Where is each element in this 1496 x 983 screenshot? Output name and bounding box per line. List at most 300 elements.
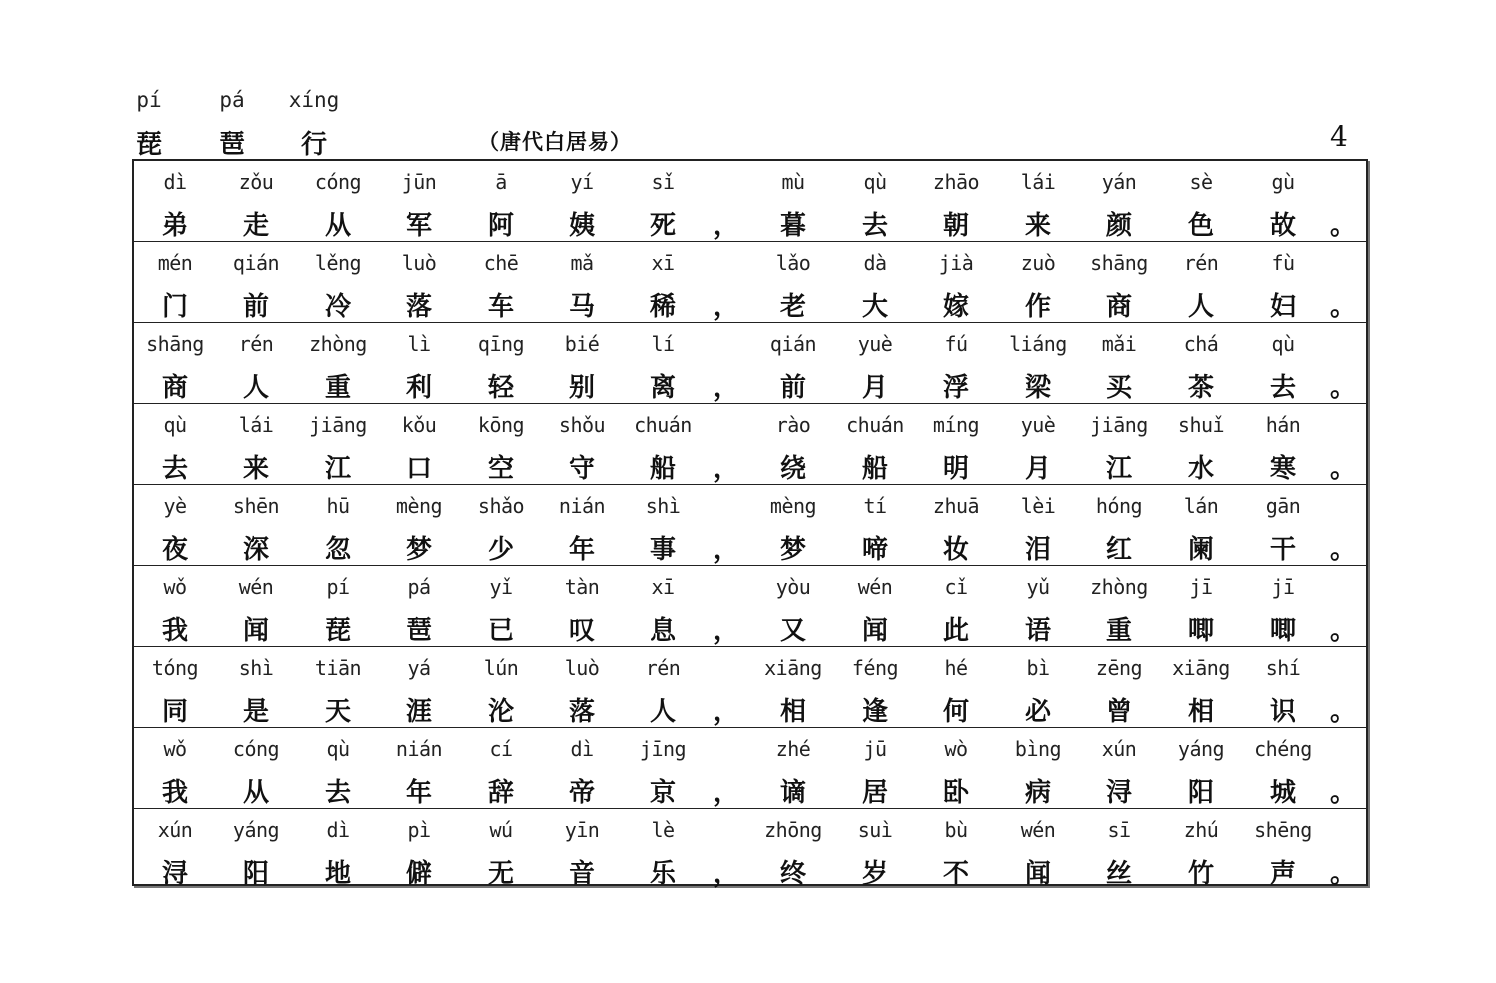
pinyin-text: lěng: [314, 251, 362, 275]
char-cell: [215, 809, 297, 889]
char-cell: [1242, 485, 1324, 565]
char-cell: [622, 242, 704, 322]
pinyin-text: cí: [489, 737, 513, 761]
hanzi-text: 曾: [1105, 697, 1132, 727]
pinyin-text: yǔ: [1026, 575, 1050, 599]
hanzi-text: 又: [779, 616, 806, 646]
char-cell: [541, 647, 623, 727]
pinyin-text: yè: [163, 494, 187, 518]
hanzi-text: 绕: [779, 454, 806, 484]
char-cell: [134, 323, 216, 403]
pinyin-text: shì: [645, 494, 681, 518]
comma-mark: ，: [713, 211, 740, 241]
pinyin-text: fú: [944, 332, 968, 356]
char-cell: [1242, 728, 1324, 808]
char-cell: [622, 647, 704, 727]
hanzi-text: 夜: [161, 535, 188, 565]
pinyin-text: sè: [1189, 170, 1213, 194]
period-mark: 。: [1330, 292, 1357, 322]
char-cell: [541, 485, 623, 565]
char-cell: [1160, 404, 1242, 484]
pinyin-text: qián: [232, 251, 280, 275]
char-cell: [1242, 161, 1324, 241]
char-cell: [915, 485, 997, 565]
pinyin-text: shǎo: [477, 494, 525, 518]
hanzi-text: 相: [1187, 697, 1214, 727]
pinyin-text: kōng: [477, 413, 525, 437]
hanzi-text: 息: [649, 616, 676, 646]
char-cell: [297, 728, 379, 808]
char-cell: [378, 161, 460, 241]
pinyin-text: jiāng: [1090, 413, 1148, 437]
hanzi-text: 姨: [568, 211, 595, 241]
comma-mark: ，: [713, 535, 740, 565]
period-mark: 。: [1330, 859, 1357, 889]
pinyin-text: rào: [775, 413, 811, 437]
hanzi-text: 京: [649, 778, 676, 808]
char-cell: [915, 728, 997, 808]
pinyin-text: shí: [1265, 656, 1301, 680]
hanzi-text: 稀: [649, 292, 676, 322]
hanzi-text: 少: [487, 535, 514, 565]
pinyin-text: tí: [863, 494, 887, 518]
pinyin-text: hán: [1265, 413, 1301, 437]
pinyin-text: qīng: [477, 332, 525, 356]
hanzi-text: 死: [649, 211, 676, 241]
hanzi-text: 浔: [1105, 778, 1132, 808]
char-cell: [622, 809, 704, 889]
hanzi-text: 前: [242, 292, 269, 322]
hanzi-text: 相: [779, 697, 806, 727]
pinyin-text: xī: [651, 251, 675, 275]
hanzi-text: 商: [161, 373, 188, 403]
title-char: 琵: [135, 130, 162, 160]
hanzi-text: 人: [649, 697, 676, 727]
pinyin-text: cóng: [314, 170, 362, 194]
pinyin-text: rén: [645, 656, 681, 680]
char-cell: [541, 728, 623, 808]
char-cell: [460, 647, 542, 727]
hanzi-text: 车: [487, 292, 514, 322]
hanzi-text: 城: [1269, 778, 1296, 808]
period-mark: 。: [1330, 616, 1357, 646]
pinyin-text: bìng: [1014, 737, 1062, 761]
hanzi-text: 已: [487, 616, 514, 646]
pinyin-text: shuǐ: [1177, 413, 1225, 437]
page-number: 4: [1330, 120, 1348, 153]
pinyin-text: zhuā: [932, 494, 980, 518]
period-mark: 。: [1330, 373, 1357, 403]
hanzi-text: 从: [324, 211, 351, 241]
pinyin-text: wén: [238, 575, 274, 599]
pinyin-text: xī: [651, 575, 675, 599]
char-cell: [997, 485, 1079, 565]
pinyin-text: wǒ: [163, 737, 187, 761]
verse-row: [134, 809, 1368, 890]
pinyin-text: mèng: [395, 494, 443, 518]
hanzi-text: 去: [861, 211, 888, 241]
hanzi-text: 阑: [1187, 535, 1214, 565]
char-cell: [1160, 809, 1242, 889]
hanzi-text: 涯: [405, 697, 432, 727]
hanzi-text: 年: [568, 535, 595, 565]
pinyin-text: jià: [938, 251, 974, 275]
pinyin-text: hū: [326, 494, 350, 518]
pinyin-text: dì: [326, 818, 350, 842]
char-cell: [215, 728, 297, 808]
pinyin-text: gān: [1265, 494, 1301, 518]
char-cell: [134, 485, 216, 565]
char-cell: [541, 809, 623, 889]
pinyin-text: mén: [157, 251, 193, 275]
char-cell: [134, 566, 216, 646]
hanzi-text: 同: [161, 697, 188, 727]
char-cell: [297, 809, 379, 889]
pinyin-text: lái: [238, 413, 274, 437]
char-cell: [215, 485, 297, 565]
hanzi-text: 大: [861, 292, 888, 322]
pinyin-text: tóng: [151, 656, 199, 680]
hanzi-text: 阳: [242, 859, 269, 889]
char-cell: [834, 485, 916, 565]
char-cell: [1078, 161, 1160, 241]
pinyin-text: wén: [1020, 818, 1056, 842]
pinyin-text: shēng: [1254, 818, 1312, 842]
char-cell: [378, 404, 460, 484]
hanzi-text: 深: [242, 535, 269, 565]
pinyin-text: yǐ: [489, 575, 513, 599]
hanzi-text: 去: [161, 454, 188, 484]
hanzi-text: 军: [405, 211, 432, 241]
char-cell: [915, 809, 997, 889]
pinyin-text: jūn: [401, 170, 437, 194]
pinyin-text: zēng: [1095, 656, 1143, 680]
pinyin-text: lèi: [1020, 494, 1056, 518]
pinyin-text: jī: [1271, 575, 1295, 599]
char-cell: [1242, 809, 1324, 889]
char-cell: [460, 161, 542, 241]
hanzi-text: 离: [649, 373, 676, 403]
pinyin-text: míng: [932, 413, 980, 437]
pinyin-text: kǒu: [401, 413, 437, 437]
period-mark: 。: [1330, 697, 1357, 727]
hanzi-text: 作: [1024, 292, 1051, 322]
pinyin-text: zhōng: [764, 818, 822, 842]
pinyin-text: yí: [570, 170, 594, 194]
char-cell: [1078, 728, 1160, 808]
hanzi-text: 帝: [568, 778, 595, 808]
hanzi-text: 守: [568, 454, 595, 484]
hanzi-text: 僻: [405, 859, 432, 889]
char-cell: [834, 566, 916, 646]
comma-mark: ，: [713, 697, 740, 727]
char-cell: [297, 404, 379, 484]
pinyin-text: yáng: [1177, 737, 1225, 761]
char-cell: [378, 728, 460, 808]
char-cell: [378, 323, 460, 403]
pinyin-text: lán: [1183, 494, 1219, 518]
pinyin-text: ā: [495, 170, 507, 194]
char-cell: [297, 566, 379, 646]
pinyin-text: jiāng: [309, 413, 367, 437]
hanzi-text: 音: [568, 859, 595, 889]
pinyin-text: qù: [863, 170, 887, 194]
hanzi-text: 船: [861, 454, 888, 484]
pinyin-text: cóng: [232, 737, 280, 761]
char-cell: [378, 809, 460, 889]
pinyin-text: jū: [863, 737, 887, 761]
char-cell: [915, 242, 997, 322]
hanzi-text: 利: [405, 373, 432, 403]
hanzi-text: 梦: [405, 535, 432, 565]
pinyin-text: wén: [857, 575, 893, 599]
char-cell: [997, 647, 1079, 727]
char-cell: [297, 323, 379, 403]
char-cell: [1242, 566, 1324, 646]
char-cell: [541, 242, 623, 322]
verse-row: [134, 485, 1368, 566]
hanzi-text: 重: [324, 373, 351, 403]
pinyin-text: lì: [407, 332, 431, 356]
pinyin-text: shāng: [1090, 251, 1148, 275]
pinyin-text: rén: [238, 332, 274, 356]
pinyin-text: shì: [238, 656, 274, 680]
char-cell: [134, 728, 216, 808]
char-cell: [834, 161, 916, 241]
hanzi-text: 颜: [1105, 211, 1132, 241]
pinyin-text: pí: [326, 575, 350, 599]
char-cell: [834, 323, 916, 403]
hanzi-text: 月: [1024, 454, 1051, 484]
char-cell: [460, 242, 542, 322]
char-cell: [215, 566, 297, 646]
char-cell: [215, 242, 297, 322]
pinyin-text: xiāng: [1172, 656, 1230, 680]
hanzi-text: 妇: [1269, 292, 1296, 322]
char-cell: [1242, 323, 1324, 403]
pinyin-text: tàn: [564, 575, 600, 599]
pinyin-text: suì: [857, 818, 893, 842]
pinyin-text: dì: [570, 737, 594, 761]
hanzi-text: 走: [242, 211, 269, 241]
hanzi-text: 江: [324, 454, 351, 484]
pinyin-text: zhòng: [309, 332, 367, 356]
hanzi-text: 病: [1024, 778, 1051, 808]
period-mark: 。: [1330, 778, 1357, 808]
char-cell: [997, 728, 1079, 808]
pinyin-text: bié: [564, 332, 600, 356]
pinyin-text: dà: [863, 251, 887, 275]
pinyin-text: bù: [944, 818, 968, 842]
hanzi-text: 落: [568, 697, 595, 727]
pinyin-text: tiān: [314, 656, 362, 680]
hanzi-text: 别: [568, 373, 595, 403]
char-cell: [752, 566, 834, 646]
hanzi-text: 弟: [161, 211, 188, 241]
hanzi-text: 唧: [1187, 616, 1214, 646]
char-cell: [997, 404, 1079, 484]
hanzi-text: 逢: [861, 697, 888, 727]
char-cell: [834, 728, 916, 808]
comma-mark: ，: [713, 454, 740, 484]
pinyin-text: sǐ: [651, 170, 675, 194]
hanzi-text: 竹: [1187, 859, 1214, 889]
char-cell: [1242, 242, 1324, 322]
hanzi-text: 岁: [861, 859, 888, 889]
char-cell: [134, 242, 216, 322]
pinyin-text: lún: [483, 656, 519, 680]
char-cell: [997, 242, 1079, 322]
hanzi-text: 年: [405, 778, 432, 808]
pinyin-text: yuè: [857, 332, 893, 356]
char-cell: [134, 161, 216, 241]
hanzi-text: 人: [1187, 292, 1214, 322]
hanzi-text: 沦: [487, 697, 514, 727]
pinyin-text: zhòng: [1090, 575, 1148, 599]
pinyin-text: yáng: [232, 818, 280, 842]
char-cell: [378, 242, 460, 322]
char-cell: [915, 647, 997, 727]
char-cell: [997, 566, 1079, 646]
char-cell: [215, 323, 297, 403]
hanzi-text: 闻: [242, 616, 269, 646]
pinyin-text: pì: [407, 818, 431, 842]
char-cell: [460, 323, 542, 403]
pinyin-text: qù: [163, 413, 187, 437]
verse-row: [134, 728, 1368, 809]
pinyin-text: gù: [1271, 170, 1295, 194]
char-cell: [134, 647, 216, 727]
char-cell: [1078, 323, 1160, 403]
char-cell: [752, 161, 834, 241]
pinyin-text: xún: [1101, 737, 1137, 761]
pinyin-text: xiāng: [764, 656, 822, 680]
pinyin-text: nián: [395, 737, 443, 761]
hanzi-text: 门: [161, 292, 188, 322]
hanzi-text: 来: [242, 454, 269, 484]
char-cell: [622, 404, 704, 484]
hanzi-text: 老: [779, 292, 806, 322]
hanzi-text: 干: [1269, 535, 1296, 565]
char-cell: [915, 161, 997, 241]
hanzi-text: 寒: [1269, 454, 1296, 484]
hanzi-text: 阳: [1187, 778, 1214, 808]
hanzi-text: 唧: [1269, 616, 1296, 646]
verse-row: [134, 404, 1368, 485]
char-cell: [541, 566, 623, 646]
pinyin-text: shǒu: [558, 413, 606, 437]
char-cell: [834, 809, 916, 889]
hanzi-text: 我: [161, 616, 188, 646]
hanzi-text: 天: [324, 697, 351, 727]
hanzi-text: 落: [405, 292, 432, 322]
hanzi-text: 无: [487, 859, 514, 889]
char-cell: [1242, 404, 1324, 484]
char-cell: [1160, 161, 1242, 241]
char-cell: [622, 566, 704, 646]
hanzi-text: 我: [161, 778, 188, 808]
pinyin-text: qù: [1271, 332, 1295, 356]
char-cell: [752, 242, 834, 322]
char-cell: [752, 809, 834, 889]
char-cell: [834, 242, 916, 322]
hanzi-text: 前: [779, 373, 806, 403]
hanzi-text: 从: [242, 778, 269, 808]
hanzi-text: 谪: [779, 778, 806, 808]
char-cell: [460, 809, 542, 889]
pinyin-text: liáng: [1009, 332, 1067, 356]
char-cell: [915, 566, 997, 646]
pinyin-text: hóng: [1095, 494, 1143, 518]
hanzi-text: 琶: [405, 616, 432, 646]
pinyin-text: wò: [944, 737, 968, 761]
author-line: （唐代白居易）: [478, 129, 632, 154]
hanzi-text: 泪: [1024, 535, 1051, 565]
hanzi-text: 浮: [942, 373, 969, 403]
hanzi-text: 辞: [487, 778, 514, 808]
pinyin-text: chéng: [1254, 737, 1312, 761]
hanzi-text: 叹: [568, 616, 595, 646]
hanzi-text: 月: [861, 373, 888, 403]
hanzi-text: 船: [649, 454, 676, 484]
hanzi-text: 乐: [649, 859, 676, 889]
char-cell: [378, 566, 460, 646]
pinyin-text: yuè: [1020, 413, 1056, 437]
char-cell: [297, 161, 379, 241]
char-cell: [1078, 485, 1160, 565]
char-cell: [622, 323, 704, 403]
pinyin-text: lè: [651, 818, 675, 842]
pinyin-text: wǒ: [163, 575, 187, 599]
pinyin-text: yá: [407, 656, 431, 680]
pinyin-text: qù: [326, 737, 350, 761]
title-char: 行: [300, 130, 327, 160]
pinyin-text: yīn: [564, 818, 600, 842]
char-cell: [1160, 647, 1242, 727]
pinyin-text: rén: [1183, 251, 1219, 275]
hanzi-text: 闻: [1024, 859, 1051, 889]
hanzi-text: 明: [942, 454, 969, 484]
pinyin-text: nián: [558, 494, 606, 518]
char-cell: [134, 404, 216, 484]
period-mark: 。: [1330, 535, 1357, 565]
pinyin-text: qián: [769, 332, 817, 356]
verse-row: [134, 647, 1368, 728]
hanzi-text: 朝: [942, 211, 969, 241]
hanzi-text: 声: [1269, 859, 1296, 889]
char-cell: [622, 485, 704, 565]
pinyin-text: yòu: [775, 575, 811, 599]
hanzi-text: 此: [942, 616, 969, 646]
pinyin-text: mù: [781, 170, 805, 194]
char-cell: [215, 404, 297, 484]
pinyin-text: shāng: [146, 332, 204, 356]
pinyin-text: chuán: [634, 413, 692, 437]
char-cell: [752, 647, 834, 727]
char-cell: [1078, 404, 1160, 484]
hanzi-text: 口: [405, 454, 432, 484]
hanzi-text: 浔: [161, 859, 188, 889]
title-pinyin: xíng: [288, 88, 340, 112]
hanzi-text: 冷: [324, 292, 351, 322]
char-cell: [834, 404, 916, 484]
hanzi-text: 闻: [861, 616, 888, 646]
pinyin-text: chuán: [846, 413, 904, 437]
hanzi-text: 梁: [1024, 373, 1051, 403]
char-cell: [834, 647, 916, 727]
hanzi-text: 水: [1187, 454, 1214, 484]
period-mark: 。: [1330, 211, 1357, 241]
